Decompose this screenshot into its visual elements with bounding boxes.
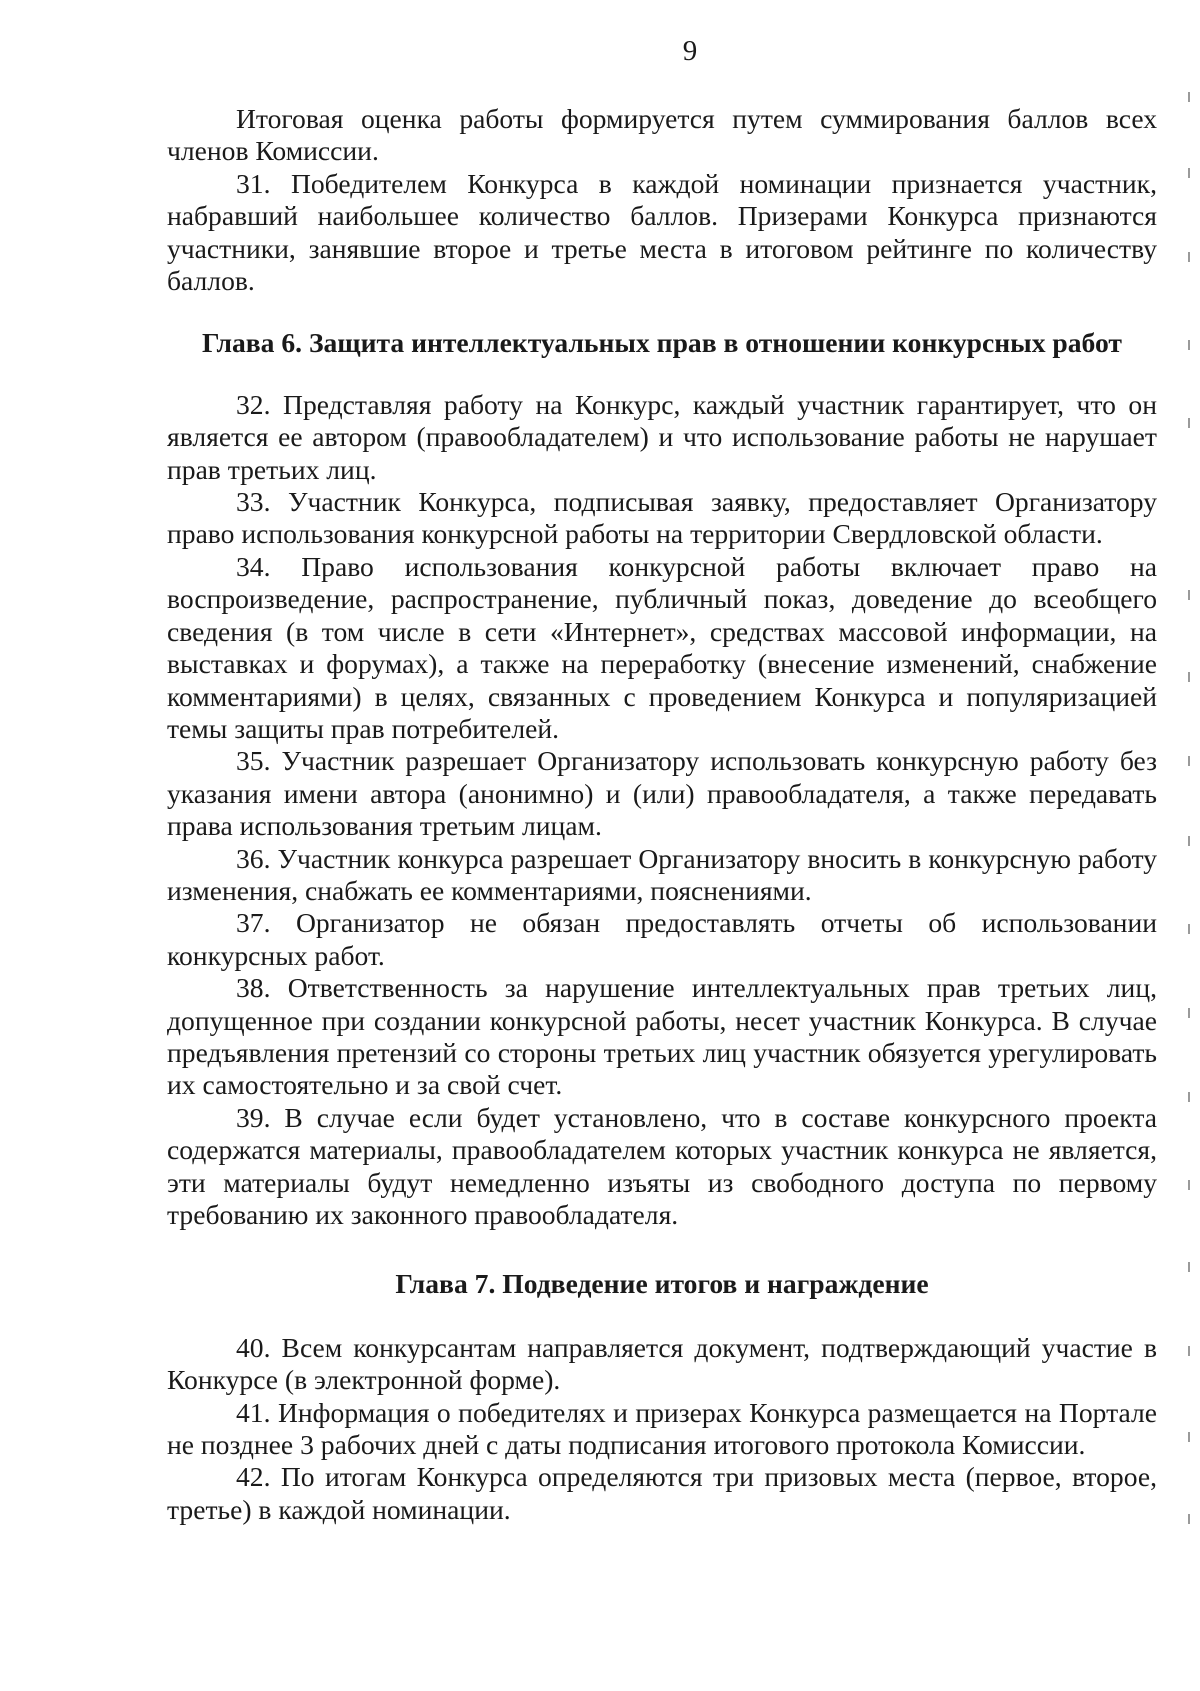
page-number: 9 [682, 35, 698, 67]
scan-artifact-mark [1188, 92, 1190, 102]
paragraph-38: 38. Ответственность за нарушение интеллектуальных прав третьих лиц, допущенное при создании конкурсной работы, несет участник Конкурса. В случае предъявления претензий со стороны третьих лиц участник обязуется урегулировать их самостоятельно и за свой счет. [167, 972, 1157, 1101]
paragraph-42: 42. По итогам Конкурса определяются три призовых места (первое, второе, третье) в каждой номинации. [167, 1461, 1157, 1525]
paragraph-35: 35. Участник разрешает Организатору использовать конкурсную работу без указания имени автора (анонимно) и (или) правообладателя, а также передавать права использования третьим лицам. [167, 745, 1157, 842]
scan-artifact-mark [1188, 1180, 1190, 1190]
scan-artifact-mark [1188, 1346, 1190, 1356]
paragraph-33: 33. Участник Конкурса, подписывая заявку, предоставляет Организатору право использования конкурсной работы на территории Свердловской области. [167, 486, 1157, 550]
scan-artifact-mark [1188, 924, 1190, 934]
paragraph-39: 39. В случае если будет установлено, что в составе конкурсного проекта содержатся материалы, правообладателем которых участник конкурса не является, эти материалы будут немедленно изъяты из свободного доступа по первому требованию их законного правообладателя. [167, 1101, 1157, 1230]
document-body [167, 103, 1157, 1526]
scan-artifact-mark [1188, 1008, 1190, 1018]
intro-paragraph: Итоговая оценка работы формируется путем суммирования баллов всех членов Комиссии. [167, 103, 1157, 167]
scan-artifact-mark [1188, 1514, 1190, 1524]
paragraph-41: 41. Информация о победителях и призерах Конкурса размещается на Портале не позднее 3 рабочих дней с даты подписания итогового протокола Комиссии. [167, 1396, 1157, 1461]
scan-artifact-mark [1188, 590, 1190, 600]
paragraph-37: 37. Организатор не обязан предоставлять отчеты об использовании конкурсных работ. [167, 907, 1157, 971]
scan-artifact-mark [1188, 1432, 1190, 1442]
paragraph-40: 40. Всем конкурсантам направляется документ, подтверждающий участие в Конкурсе (в электронной форме). [167, 1331, 1157, 1396]
paragraph-34: 34. Право использования конкурсной работы включает право на воспроизведение, распространение, публичный показ, доведение до всеобщего сведения (в том числе в сети «Интернет», средствах массовой информации, на выставках и форумах), а также на переработку (внесение изменений, снабжение комментариями) в целях, связанных с проведением Конкурса и популяризацией темы защиты прав потребителей. [167, 550, 1157, 744]
scan-artifact-mark [1188, 340, 1190, 350]
chapter-7-heading: Глава 7. Подведение итогов и награждение [395, 1268, 929, 1300]
paragraph-31: 31. Победителем Конкурса в каждой номинации признается участник, набравший наибольшее количество баллов. Призерами Конкурса признаются участники, занявшие второе и третье места в итоговом рейтинге по количеству баллов. [167, 167, 1157, 297]
paragraph-32: 32. Представляя работу на Конкурс, каждый участник гарантирует, что он является ее автором (правообладателем) и что использование работы не нарушает прав третьих лиц. [167, 388, 1157, 485]
scan-artifact-mark [1188, 252, 1190, 262]
scan-artifact-mark [1188, 1092, 1190, 1102]
scan-artifact-mark [1188, 418, 1190, 428]
scan-artifact-mark [1188, 756, 1190, 766]
chapter-6-heading: Глава 6. Защита интеллектуальных прав в отношении конкурсных работ [202, 327, 1122, 359]
scan-artifact-mark [1188, 836, 1190, 846]
scan-artifact-mark [1188, 168, 1190, 178]
paragraph-36: 36. Участник конкурса разрешает Организатору вносить в конкурсную работу изменения, снабжать ее комментариями, пояснениями. [167, 842, 1157, 906]
scan-artifact-mark [1188, 672, 1190, 682]
scan-artifact-mark [1188, 1262, 1190, 1272]
